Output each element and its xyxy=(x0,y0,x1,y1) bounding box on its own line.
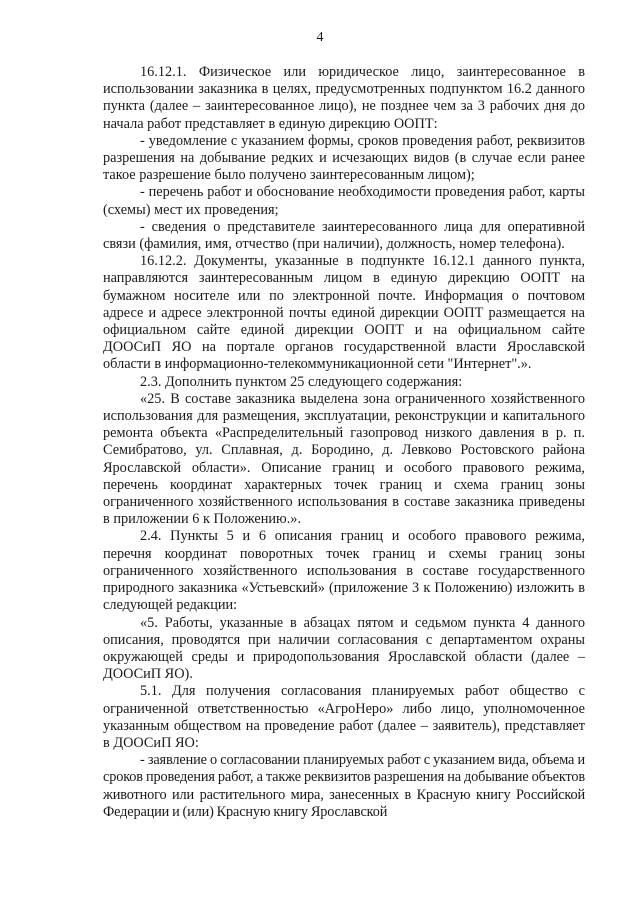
document-body xyxy=(103,64,585,821)
list-item-application: - заявление о согласовании планируемых работ с указанием вида, объема и сроков проведения работ, а также реквизитов разрешения на добывание объектов животного или растительного мира, занесенных в Красную книгу Российской Федерации и (или) Красную книгу Ярославской xyxy=(103,752,585,820)
paragraph-5: «5. Работы, указанные в абзацах пятом и седьмом пункта 4 данного описания, проводятся при наличии согласования с департаментом охраны окружающей среды и природопользования Ярославской области (далее – ДООСиП ЯО). xyxy=(103,614,585,683)
list-item-notification: - уведомление с указанием формы, сроков проведения работ, реквизитов разрешения на добывание редких и исчезающих видов (в случае если ранее такое разрешение было получено заинтересованным лицом); xyxy=(103,132,585,184)
page-number: 4 xyxy=(316,30,324,45)
list-item-representative: - сведения о представителе заинтересованного лица для оперативной связи (фамилия, имя, отчество (при наличии), должность, номер телефона). xyxy=(103,218,585,253)
paragraph-16-12-2: 16.12.2. Документы, указанные в подпункте 16.12.1 данного пункта, направляются заинтересованным лицом в единую дирекцию ООПТ на бумажном носителе или по электронной почте. Информация о почтовом адресе и адресе электронной почты единой дирекции ООПТ размещается на официальном сайте единой дирекции ООПТ и на официальном сайте ДООСиП ЯО на портале органов государственной власти Ярославской области в информационно-телекоммуникационной сети "Интернет".». xyxy=(103,253,585,373)
paragraph-25: «25. В составе заказника выделена зона ограниченного хозяйственного использования для размещения, эксплуатации, реконструкции и капитального ремонта объекта «Распределительный газопровод низкого давления в р. п. Семибратово, ул. Сплавная, д. Бородино, д. Левково Ростовского района Ярославской области». Описание границ и особого правового режима, перечень координат характерных точек границ и схема границ зоны ограниченного хозяйственного использования в составе заказника приведены в приложении 6 к Положению.». xyxy=(103,390,585,528)
paragraph-16-12-1: 16.12.1. Физическое или юридическое лицо, заинтересованное в использовании заказника в целях, предусмотренных подпунктом 16.2 данного пункта (далее – заинтересованное лицо), не позднее чем за 3 рабочих дня до начала работ представляет в единую дирекцию ООПТ: xyxy=(103,64,585,132)
paragraph-2-4: 2.4. Пункты 5 и 6 описания границ и особого правового режима, перечня координат поворотных точек границ и схемы границ зоны ограниченного хозяйственного использования в составе государственного природного заказника «Устьевский» (приложение 3 к Положению) изложить в следующей редакции: xyxy=(103,528,585,614)
paragraph-5-1: 5.1. Для получения согласования планируемых работ общество с ограниченной ответственностью «АгроНеро» либо лицо, уполномоченное указанным обществом на проведение работ (далее – заявитель), представляет в ДООСиП ЯО: xyxy=(103,683,585,751)
list-item-works: - перечень работ и обоснование необходимости проведения работ, карты (схемы) мест их проведения; xyxy=(103,184,585,218)
paragraph-2-3: 2.3. Дополнить пунктом 25 следующего содержания: xyxy=(140,373,463,390)
